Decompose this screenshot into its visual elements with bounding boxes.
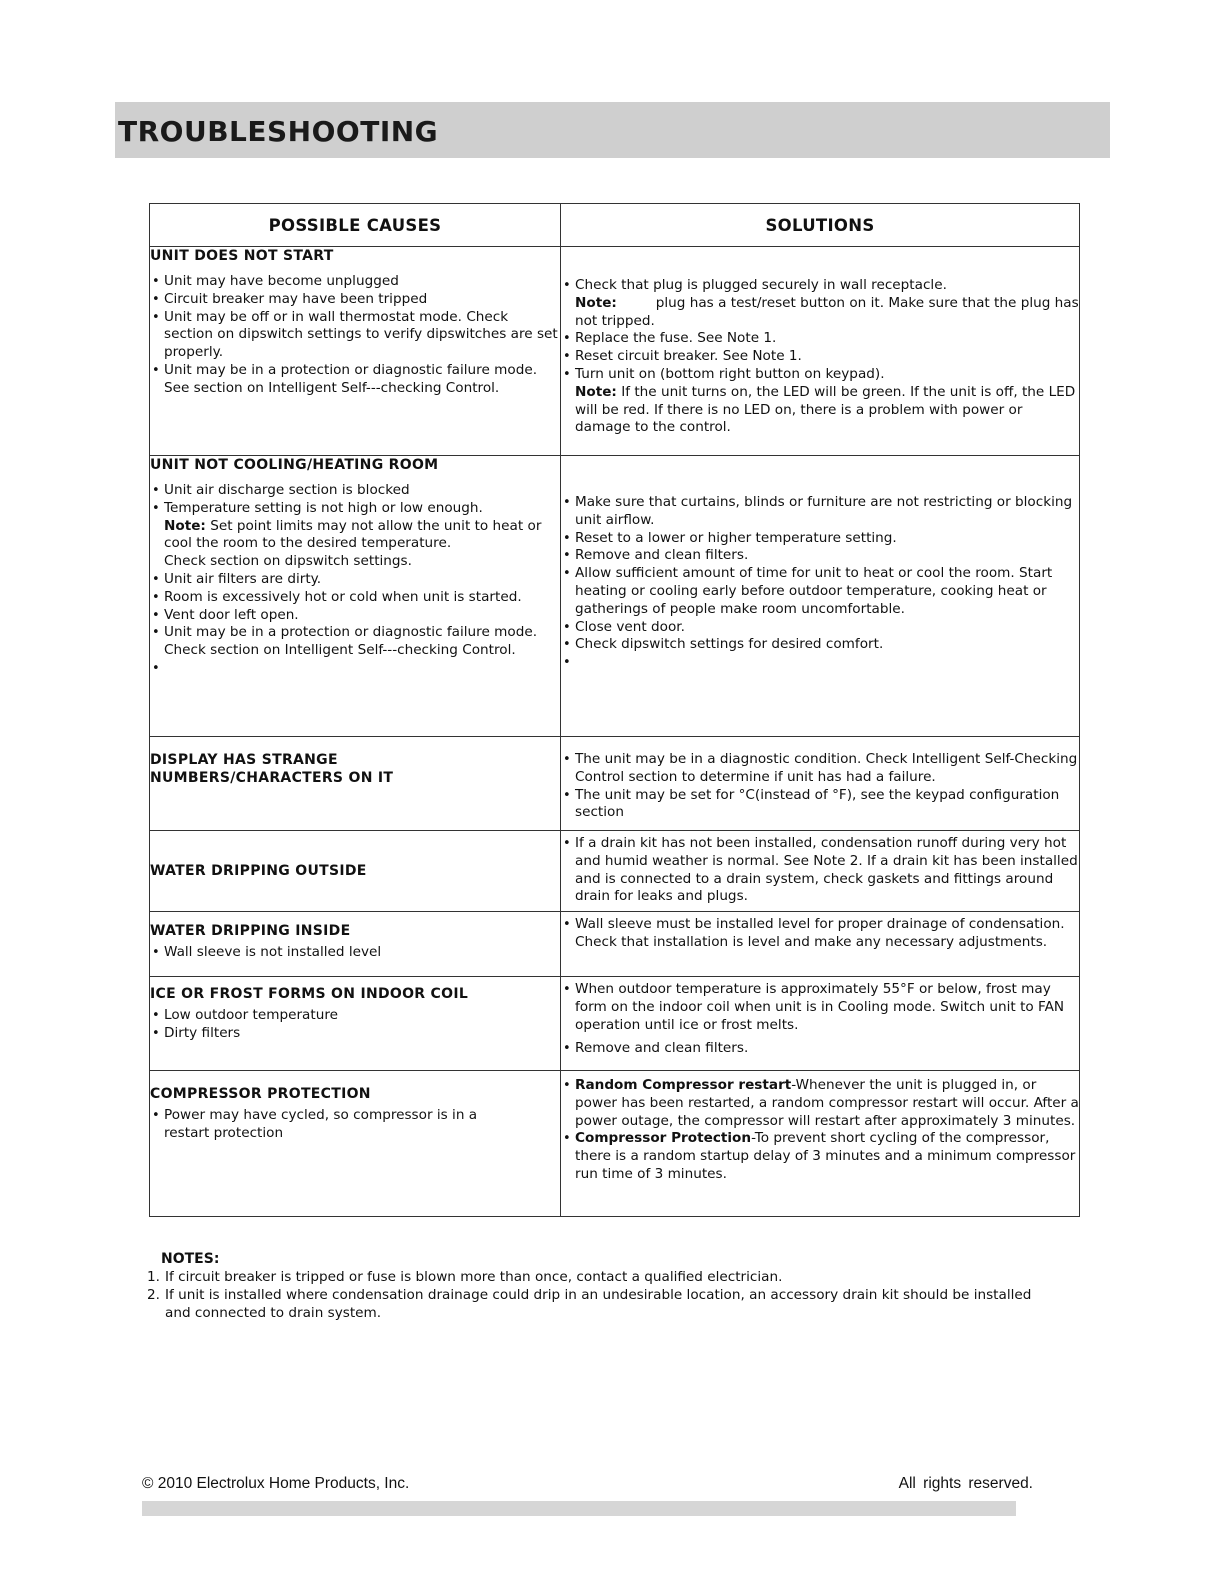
- bullet-icon: •: [152, 589, 160, 605]
- list-item: • Unit air filters are dirty.: [152, 570, 322, 587]
- bullet-icon: •: [152, 1108, 160, 1123]
- solution-list: [561, 751, 1079, 822]
- list-item: • Room is excessively hot or cold when unit is started.: [152, 588, 522, 605]
- table-row: [150, 912, 1080, 977]
- troubleshooting-table: [149, 203, 1080, 1217]
- solution-label: Random Compressor restart: [575, 1077, 792, 1093]
- list-item: • Reset circuit breaker. See Note 1.: [563, 348, 802, 365]
- solution-cell: [561, 1071, 1080, 1217]
- list-item: • Remove and clean filters.: [563, 1040, 749, 1057]
- bullet-icon: •: [152, 274, 160, 289]
- solution-cell: [561, 977, 1080, 1071]
- header-band: [115, 102, 1110, 158]
- list-item: • Remove and clean filters.: [563, 547, 749, 564]
- bullet-icon: •: [563, 278, 571, 293]
- category-title: WATER DRIPPING INSIDE: [150, 923, 351, 939]
- table-header-row: [150, 204, 1080, 247]
- bullet-icon: •: [563, 566, 571, 582]
- category-title: COMPRESSOR PROTECTION: [150, 1086, 371, 1102]
- bullet-icon: •: [152, 625, 160, 641]
- note-label: Note:: [164, 517, 206, 534]
- list-item: • Vent door left open.: [152, 606, 299, 623]
- bullet-icon: •: [563, 752, 571, 767]
- list-item: • Temperature setting is not high or low enough. Note: Set point limits may not allow the unit to heat or cool the room to the desired temperature. Check section on dipswitch settings.: [150, 500, 560, 571]
- bullet-icon: •: [152, 1025, 160, 1041]
- notes-title: NOTES:: [161, 1251, 220, 1267]
- category-title: UNIT NOT COOLING/HEATING ROOM: [150, 457, 439, 473]
- bullet-icon: •: [152, 607, 160, 623]
- solution-list: [561, 916, 1079, 952]
- bullet-icon: •: [152, 500, 160, 516]
- bullet-icon: •: [563, 548, 571, 564]
- list-item: • Wall sleeve is not installed level: [152, 944, 382, 960]
- list-item: • Dirty filters: [152, 1024, 241, 1041]
- cause-cell: [150, 912, 561, 977]
- bullet-icon: •: [152, 291, 160, 307]
- list-item: • Reset to a lower or higher temperature setting.: [563, 529, 897, 546]
- table-row: [150, 1071, 1080, 1217]
- cause-cell: [150, 456, 561, 737]
- table-row: [150, 456, 1080, 737]
- bullet-icon: •: [152, 660, 160, 676]
- notes-list: [147, 1268, 1061, 1322]
- cause-cell: [150, 737, 561, 831]
- list-item: • Unit may be in a protection or diagnostic failure mode. See section on Intelligent Self---checking Control.: [152, 361, 538, 396]
- cause-list: [150, 273, 560, 398]
- list-item: • Check dipswitch settings for desired comfort.: [563, 636, 884, 653]
- solution-list: [561, 1077, 1079, 1184]
- bullet-icon: •: [563, 1078, 571, 1093]
- bullet-icon: •: [563, 1041, 571, 1057]
- cause-list: [150, 1107, 560, 1143]
- category-title: UNIT DOES NOT START: [150, 248, 334, 264]
- solution-list: [561, 835, 1079, 906]
- notes-section: [147, 1250, 1061, 1322]
- note-item: 1. If circuit breaker is tripped or fuse is blown more than once, contact a qualified electrician.: [147, 1269, 783, 1285]
- note-block: [575, 295, 1079, 331]
- bullet-icon: •: [152, 483, 160, 498]
- footer-rights: All rights reserved.: [898, 1475, 1033, 1492]
- table-row: [150, 831, 1080, 912]
- cause-cell: [150, 977, 561, 1071]
- list-item: • When outdoor temperature is approximately 55°F or below, frost may form on the indoor coil when unit is in Cooling mode. Switch unit to FAN operation until ice or frost melts.: [563, 981, 1065, 1033]
- solution-cell: [561, 912, 1080, 977]
- list-item: • Low outdoor temperature: [152, 1007, 338, 1023]
- header-solutions: SOLUTIONS: [561, 204, 1080, 247]
- list-item: • Wall sleeve must be installed level for proper drainage of condensation. Check that installation is level and make any necessary adjustments.: [563, 916, 1065, 950]
- note-text: plug has a test/reset button on it. Make sure that the plug has not tripped.: [575, 294, 1079, 329]
- note-block: [164, 518, 560, 554]
- list-item: • Allow sufficient amount of time for unit to heat or cool the room. Start heating or cooling early before outdoor temperature, cooking heat or gatherings of people make room uncomfortable.: [563, 565, 1053, 617]
- bullet-icon: •: [563, 366, 571, 382]
- list-item: • Replace the fuse. See Note 1.: [563, 330, 777, 347]
- list-item: • Unit air discharge section is blocked: [152, 482, 410, 498]
- solution-list: [561, 981, 1079, 1058]
- bullet-icon: •: [563, 619, 571, 635]
- bullet-icon: •: [152, 945, 160, 960]
- solution-cell: [561, 831, 1080, 912]
- bullet-icon: •: [563, 1131, 571, 1147]
- bullet-icon: •: [152, 309, 160, 325]
- note-label: Note:: [575, 294, 617, 311]
- note-tail: Check section on dipswitch settings.: [164, 553, 412, 570]
- table-row: [150, 247, 1080, 456]
- page-title: TROUBLESHOOTING: [118, 115, 439, 148]
- bullet-icon: •: [563, 917, 571, 932]
- list-item-empty: [150, 660, 560, 678]
- bullet-icon: •: [563, 331, 571, 347]
- solution-label: Compressor Protection: [575, 1130, 752, 1147]
- cause-cell: [150, 1071, 561, 1217]
- note-block: [575, 384, 1079, 437]
- list-item: • Turn unit on (bottom right button on keypad). Note: If the unit turns on, the LED will be green. If the unit is off, the LED will be red. If there is no LED on, there is a problem with power or damage to the control.: [561, 366, 1079, 437]
- bullet-icon: •: [152, 571, 160, 587]
- footer-band: [142, 1501, 1016, 1516]
- list-item: • Check that plug is plugged securely in wall receptacle. Note: plug has a test/reset button on it. Make sure that the plug has not tripped.: [563, 277, 1079, 329]
- bullet-icon: •: [563, 349, 571, 365]
- cause-list: [150, 944, 560, 962]
- note-label: Note:: [575, 383, 617, 400]
- note-item: 2. If unit is installed where condensation drainage could drip in an undesirable location, an accessory drain kit should be installed and connected to drain system.: [147, 1287, 1032, 1321]
- cause-cell: [150, 831, 561, 912]
- table-row: [150, 977, 1080, 1071]
- list-item: • Compressor Protection-To prevent short cycling of the compressor, there is a random startup delay of 3 minutes and a minimum compressor run time of 3 minutes.: [563, 1130, 1076, 1182]
- category-title: WATER DRIPPING OUTSIDE: [150, 863, 367, 879]
- list-item: • Power may have cycled, so compressor is in a restart protection: [152, 1107, 478, 1141]
- bullet-icon: •: [563, 655, 571, 671]
- category-title: ICE OR FROST FORMS ON INDOOR COIL: [150, 986, 469, 1002]
- solution-list: [561, 277, 1079, 437]
- bullet-icon: •: [152, 1008, 160, 1023]
- list-item: • Random Compressor restart-Whenever the unit is plugged in, or power has been restarted, a random compressor restart will occur. After a power outage, the compressor will restart after approximately 3 minutes.: [563, 1077, 1079, 1129]
- bullet-icon: •: [563, 836, 571, 851]
- header-possible-causes: POSSIBLE CAUSES: [150, 204, 561, 247]
- footer-copyright: © 2010 Electrolux Home Products, Inc.: [142, 1475, 410, 1492]
- note-text: If the unit turns on, the LED will be green. If the unit is off, the LED will be red. If there is no LED on, there is a problem with power or damage to the control.: [575, 383, 1076, 436]
- list-item: • Unit may be in a protection or diagnostic failure mode. Check section on Intelligent Self---checking Control.: [152, 624, 538, 659]
- list-item-empty: [561, 654, 1079, 672]
- bullet-icon: •: [563, 530, 571, 546]
- list-item: • Circuit breaker may have been tripped: [152, 290, 428, 307]
- list-item: • If a drain kit has not been installed, condensation runoff during very hot and humid weather is normal. See Note 2. If a drain kit has been installed and is connected to a drain system, check gaskets and fittings around drain for leaks and plugs.: [563, 835, 1078, 905]
- list-item: • Unit may be off or in wall thermostat mode. Check section on dipswitch settings to verify dipswitches are set properly.: [152, 308, 558, 361]
- list-item: • The unit may be set for °C(instead of °F), see the keypad configuration section: [563, 786, 1060, 821]
- cause-cell: [150, 247, 561, 456]
- solution-cell: [561, 737, 1080, 831]
- table-row: [150, 737, 1080, 831]
- list-item: • The unit may be in a diagnostic condition. Check Intelligent Self-Checking Control section to determine if unit has had a failure.: [563, 751, 1078, 785]
- list-item: • Close vent door.: [563, 618, 685, 635]
- list-item: • Make sure that curtains, blinds or furniture are not restricting or blocking unit airflow.: [563, 494, 1073, 528]
- solution-cell: [561, 456, 1080, 737]
- cause-list: [150, 482, 560, 678]
- bullet-icon: •: [563, 787, 571, 803]
- solution-cell: [561, 247, 1080, 456]
- cause-list: [150, 1007, 560, 1043]
- list-item: • Unit may have become unplugged: [152, 273, 399, 289]
- bullet-icon: •: [152, 362, 160, 378]
- solution-list: [561, 494, 1079, 672]
- note-text: Set point limits may not allow the unit to heat or cool the room to the desired temperature.: [164, 517, 542, 552]
- bullet-icon: •: [563, 982, 571, 997]
- category-title: DISPLAY HAS STRANGE NUMBERS/CHARACTERS ON IT: [150, 752, 394, 786]
- bullet-icon: •: [563, 495, 571, 510]
- bullet-icon: •: [563, 637, 571, 653]
